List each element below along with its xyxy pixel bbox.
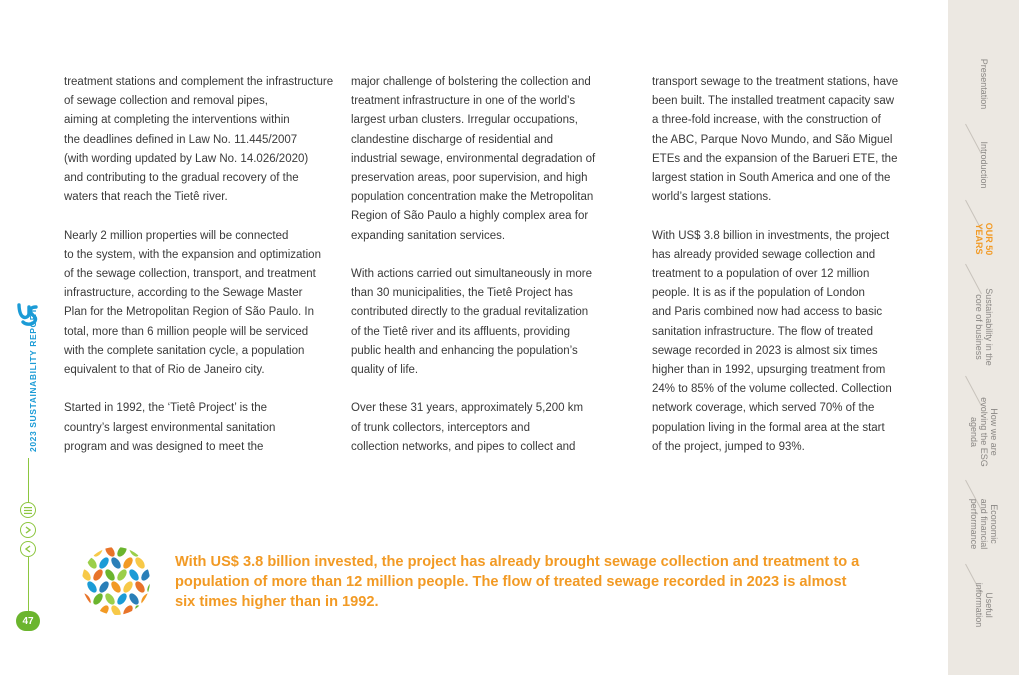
sidebar-item-label: How we are evolving the ESG agenda	[968, 397, 999, 467]
paragraph: With actions carried out simultaneously in more than 30 municipalities, the Tietê Project has contributed directly to the gradual revitalization of the Tietê river and its affluents, providing public health and enhancing the population’s quality of life.	[351, 268, 592, 377]
paragraph: treatment stations and complement the infrastructure of sewage collection and removal pipes, aiming at completing the interventions within the deadlines defined in Law No. 11.445/2007 (with wording updated by Law No. 14.026/2020) and contributing to the gradual recovery of the waters that reach the Tietê river.	[64, 76, 334, 204]
page-number: 47	[16, 611, 40, 631]
report-title: 2023 SUSTAINABILITY REPORT	[28, 307, 38, 452]
paragraph: Over these 31 years, approximately 5,200 km of trunk collectors, interceptors and collection networks, and pipes to collect and	[351, 402, 584, 453]
chapter-sidebar	[948, 0, 1019, 675]
leaf-shape	[145, 604, 152, 617]
leaf-shape	[139, 545, 152, 558]
left-rail	[0, 0, 60, 675]
rail-line-top	[28, 458, 29, 502]
menu-icon	[24, 507, 32, 514]
chevron-right-icon	[25, 526, 31, 534]
highlight-quote: With US$ 3.8 billion invested, the project has already brought sewage collection and treatment to a population of more than 12 million people. The flow of treated sewage recorded in 2023 is almost six times higher than in 1992.	[175, 554, 860, 610]
paragraph: major challenge of bolstering the collection and treatment infrastructure in one of the world’s largest urban clusters. Irregular occupations, clandestine discharge of residential and industrial sewage, environmental degradation of preservation areas, poor supervision, and high population concentration make the Metropolitan Region of São Paulo a highly complex area for expanding sanitation services.	[351, 76, 596, 242]
paragraph: Nearly 2 million properties will be connected to the system, with the expansion and optimization of the sewage collection, transport, and treatment infrastructure, according to the Sewage Master Plan for the Metropolitan Region of São Paulo. In total, more than 6 million people will be serviced with the complete sanitation cycle, a population equivalent to that of Rio de Janeiro city.	[64, 229, 321, 377]
menu-button[interactable]	[20, 502, 36, 518]
paragraph: Started in 1992, the ‘Tietê Project’ is the country’s largest environmental sanitation program and was designed to meet the	[64, 402, 276, 453]
sidebar-item-label: Useful information	[973, 582, 994, 628]
text-column-2	[351, 73, 641, 476]
next-page-button[interactable]	[20, 522, 36, 538]
sidebar-item-label: OUR 50 YEARS	[973, 222, 994, 256]
sidebar-item-label: Economic and financial performance	[968, 498, 999, 550]
rail-line-bottom	[28, 557, 29, 611]
sidebar-item-our-50-years[interactable]	[948, 204, 1019, 274]
sidebar-item-useful-information[interactable]	[948, 566, 1019, 644]
sidebar-item-label: Presentation	[978, 58, 989, 110]
text-column-3	[652, 73, 942, 476]
chevron-left-icon	[25, 545, 31, 553]
previous-page-button[interactable]	[20, 541, 36, 557]
leaf-shape	[80, 545, 93, 558]
sidebar-item-label: Sustainability in the core of business	[973, 288, 994, 366]
paragraph: With US$ 3.8 billion in investments, the project has already provided sewage collection and treatment to a population of over 12 million people. It is as if the population of London and Paris combined now had access to basic sanitation infrastructure. The flow of treated sewage recorded in 2023 is almost six times higher than in 1992, upsurging treatment from 24% to 85% of the volume collected. Collection network coverage, which served 70% of the population living in the formal area at the start of the project, jumped to 93%.	[652, 229, 892, 453]
text-column-1	[64, 73, 349, 476]
sidebar-item-label: Introduction	[978, 141, 989, 189]
sidebar-item-sustainability[interactable]	[948, 272, 1019, 382]
paragraph: transport sewage to the treatment stations, have been built. The installed treatment capacity saw a three-fold increase, with the construction of the ABC, Parque Novo Mundo, and São Miguel ETEs and the expansion of the Barueri ETE, the largest station in South America and one of the world’s largest stations.	[652, 76, 899, 204]
leaf-pattern-icon	[80, 545, 152, 617]
